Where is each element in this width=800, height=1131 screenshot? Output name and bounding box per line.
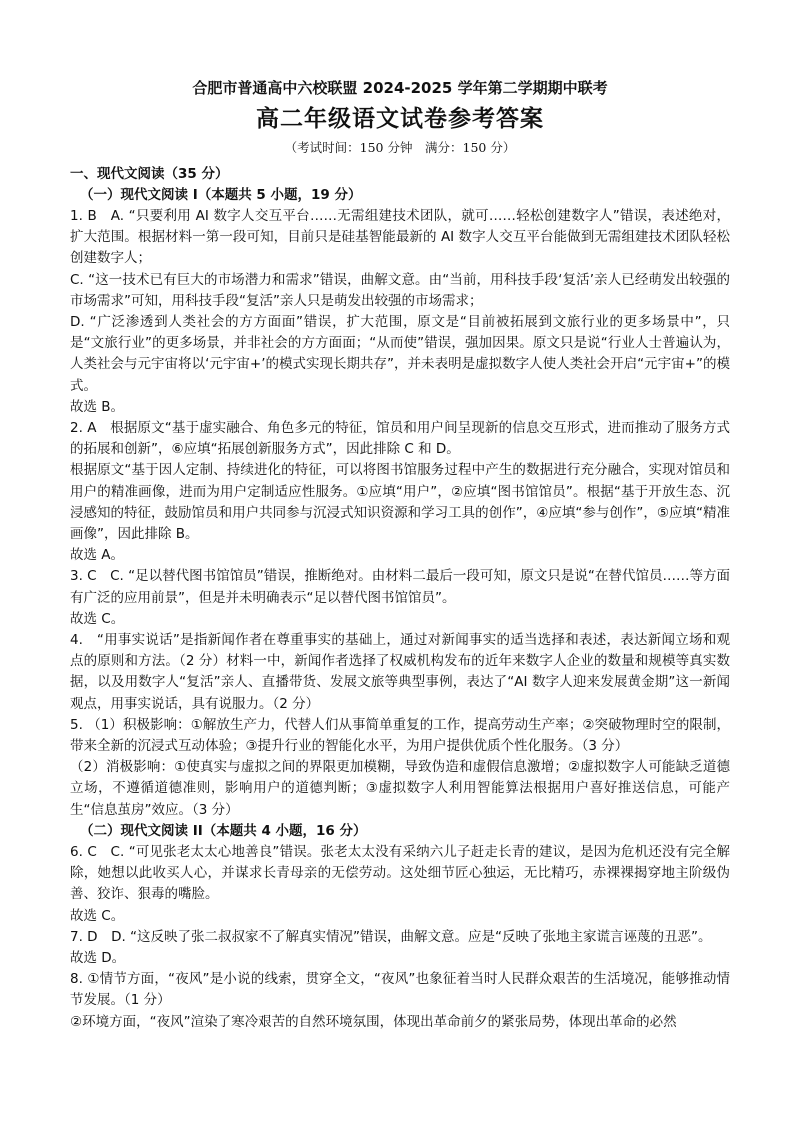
answer-paragraph: 故选 C。 [70,907,125,924]
part-heading-1: （一）现代文阅读 I（本题共 5 小题，19 分） [80,187,362,203]
answer-paragraph: 1. B A. “只要利用 AI 数字人交互平台……无需组建技术团队，就可……轻松创建数字人”错误，表述绝对，扩大范围。根据材料一第一段可知，目前只是硅基智能最新的 AI 数字人交互平台能做到无需组建技术团队轻松创建数字人； [70,208,730,267]
answer-paragraph: C. “这一技术已有巨大的市场潜力和需求”错误，曲解文意。由“当前，用科技手段‘复活’亲人已经萌发出较强的市场需求”可知，用科技手段“复活”亲人只是萌发出较强的市场需求； [70,271,730,309]
answer-paragraph: 4. “用事实说话”是指新闻作者在尊重事实的基础上，通过对新闻事实的适当选择和表述，表达新闻立场和观点的原则和方法。（2 分）材料一中，新闻作者选择了权威机构发布的近年来数字人企业的数量和规模等真实数据，以及用数字人“复活”亲人、直播带货、发展文旅等典型事例，表达了“AI 数字人迎来发展黄金期”这一新闻观点，用事实说话，具有说服力。（2 分） [70,632,730,712]
answer-paragraph: （2）消极影响：①使真实与虚拟之间的界限更加模糊，导致伪造和虚假信息激增；②虚拟数字人可能缺乏道德立场，不遵循道德准则，影响用户的道德判断；③虚拟数字人利用智能算法根据用户喜好推送信息，可能产生“信息茧房”效应。（3 分） [70,759,730,818]
answer-paragraph: 6. C C. “可见张老太太心地善良”错误。张老太太没有采纳六儿子赶走长青的建议，是因为危机还没有完全解除，她想以此收买人心，并谋求长青母亲的无偿劳动。这处细节匠心独运，无比精巧，赤裸裸揭穿地主阶级伪善、狡诈、狠毒的嘴脸。 [70,843,730,903]
answer-paragraph: 8. ①情节方面，“夜风”是小说的线索，贯穿全文，“夜风”也象征着当时人民群众艰苦的生活境况，能够推动情节发展。（1 分） [70,971,730,1009]
answer-paragraph: 故选 D。 [70,949,126,966]
exam-meta: （考试时间：150 分钟 满分：150 分） [284,140,516,155]
answer-paragraph: 7. D D. “这反映了张二叔叔家不了解真实情况”错误，曲解文意。应是“反映了张地主家谎言诬蔑的丑恶”。 [70,928,712,945]
section-heading: 一、现代文阅读（35 分） [70,166,229,182]
answer-paragraph: D. “广泛渗透到人类社会的方方面面”错误，扩大范围，原文是“目前被拓展到文旅行业的更多场景中”，只是“文旅行业”的更多场景，并非社会的方方面面；“从而使”错误，强加因果。原文只是说“行业人士普遍认为，人类社会与元宇宙将以‘元宇宙+’的模式实现长期共存”，并未表明是虚拟数字人使人类社会开启“元宇宙+”的模式。 [70,314,730,394]
answer-paragraph: ②环境方面，“夜风”渲染了寒冷艰苦的自然环境氛围，体现出革命前夕的紧张局势，体现出革命的必然 [70,1013,677,1030]
answer-paragraph: 2. A 根据原文“基于虚实融合、角色多元的特征，馆员和用户间呈现新的信息交互形式，进而推动了服务方式的拓展和创新”，⑥应填“拓展创新服务方式”，因此排除 C 和 D。 [70,420,730,458]
document-subtitle: 高二年级语文试卷参考答案 [256,106,544,132]
part-heading-2: （二）现代文阅读 II（本题共 4 小题，16 分） [80,822,367,839]
answer-paragraph: 根据原文“基于因人定制、持续进化的特征，可以将图书馆服务过程中产生的数据进行充分融合，实现对馆员和用户的精准画像，进而为用户定制适应性服务。①应填“用户”，②应填“图书馆馆员”。根据“基于开放生态、沉浸感知的特征，鼓励馆员和用户共同参与沉浸式知识资源和学习工具的创作”，④应填“参与创作”，⑤应填“精准画像”，因此排除 B。 [70,462,730,543]
answer-paragraph: 3. C C. “足以替代图书馆馆员”错误，推断绝对。由材料二最后一段可知，原文只是说“在替代馆员……等方面有广泛的应用前景”，但是并未明确表示“足以替代图书馆馆员”。 [70,568,730,606]
answer-paragraph: 故选 A。 [70,547,125,564]
document-title: 合肥市普通高中六校联盟 2024-2025 学年第二学期期中联考 [192,79,608,97]
answer-paragraph: 故选 B。 [70,398,125,415]
answer-paragraph: 故选 C。 [70,610,125,627]
answer-paragraph: 5. （1）积极影响：①解放生产力，代替人们从事简单重复的工作，提高劳动生产率；②突破物理时空的限制，带来全新的沉浸式互动体验；③提升行业的智能化水平，为用户提供优质个性化服务。（3 分） [70,716,730,755]
